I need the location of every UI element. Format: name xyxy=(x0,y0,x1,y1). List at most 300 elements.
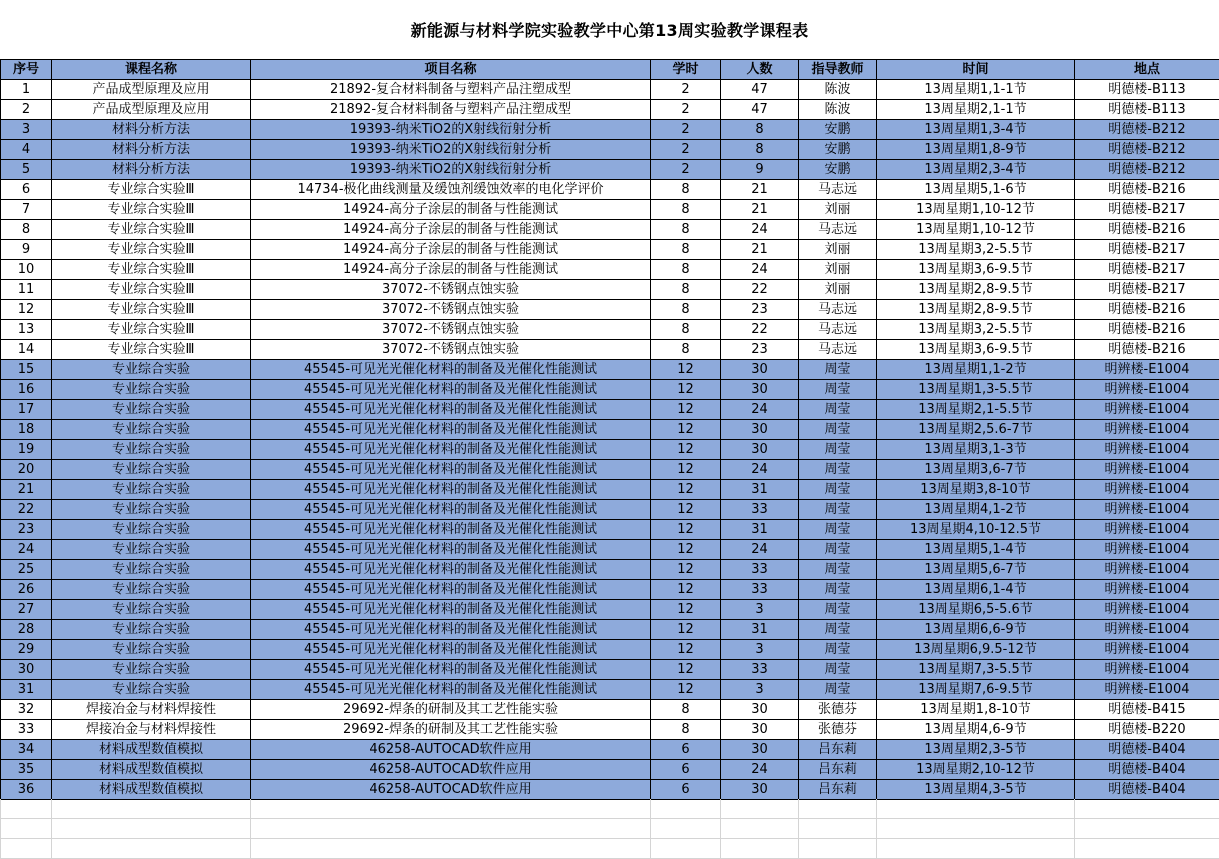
cell-teacher[interactable]: 马志远 xyxy=(799,300,877,320)
col-header-students[interactable]: 人数 xyxy=(721,60,799,80)
cell-no[interactable]: 4 xyxy=(1,140,52,160)
cell-time[interactable]: 13周星期2,8-9.5节 xyxy=(877,280,1075,300)
cell-students[interactable]: 30 xyxy=(721,420,799,440)
cell-course[interactable]: 专业综合实验Ⅲ xyxy=(52,260,251,280)
cell-students[interactable]: 33 xyxy=(721,580,799,600)
empty-cell[interactable] xyxy=(799,839,877,859)
cell-no[interactable]: 19 xyxy=(1,440,52,460)
cell-time[interactable]: 13周星期2,10-12节 xyxy=(877,760,1075,780)
cell-no[interactable]: 35 xyxy=(1,760,52,780)
cell-teacher[interactable]: 安鹏 xyxy=(799,140,877,160)
cell-hours[interactable]: 12 xyxy=(651,420,721,440)
cell-place[interactable]: 明辨楼-E1004 xyxy=(1075,380,1219,400)
cell-no[interactable]: 14 xyxy=(1,340,52,360)
cell-course[interactable]: 专业综合实验 xyxy=(52,420,251,440)
col-header-place[interactable]: 地点 xyxy=(1075,60,1219,80)
cell-teacher[interactable]: 周莹 xyxy=(799,460,877,480)
empty-cell[interactable] xyxy=(877,839,1075,859)
cell-teacher[interactable]: 刘丽 xyxy=(799,260,877,280)
cell-hours[interactable]: 8 xyxy=(651,220,721,240)
cell-time[interactable]: 13周星期7,3-5.5节 xyxy=(877,660,1075,680)
cell-hours[interactable]: 6 xyxy=(651,780,721,800)
cell-students[interactable]: 31 xyxy=(721,520,799,540)
cell-students[interactable]: 30 xyxy=(721,360,799,380)
cell-students[interactable]: 30 xyxy=(721,720,799,740)
cell-project[interactable]: 45545-可见光光催化材料的制备及光催化性能测试 xyxy=(251,600,651,620)
cell-time[interactable]: 13周星期1,3-4节 xyxy=(877,120,1075,140)
empty-cell[interactable] xyxy=(1,819,52,839)
cell-course[interactable]: 材料分析方法 xyxy=(52,140,251,160)
cell-students[interactable]: 22 xyxy=(721,320,799,340)
cell-no[interactable]: 22 xyxy=(1,500,52,520)
cell-hours[interactable]: 12 xyxy=(651,660,721,680)
cell-time[interactable]: 13周星期4,6-9节 xyxy=(877,720,1075,740)
cell-no[interactable]: 10 xyxy=(1,260,52,280)
cell-teacher[interactable]: 周莹 xyxy=(799,520,877,540)
cell-course[interactable]: 专业综合实验Ⅲ xyxy=(52,220,251,240)
cell-course[interactable]: 专业综合实验 xyxy=(52,480,251,500)
cell-hours[interactable]: 2 xyxy=(651,140,721,160)
cell-no[interactable]: 15 xyxy=(1,360,52,380)
cell-hours[interactable]: 12 xyxy=(651,600,721,620)
cell-time[interactable]: 13周星期2,5.6-7节 xyxy=(877,420,1075,440)
cell-students[interactable]: 33 xyxy=(721,660,799,680)
cell-teacher[interactable]: 周莹 xyxy=(799,660,877,680)
cell-teacher[interactable]: 周莹 xyxy=(799,380,877,400)
cell-no[interactable]: 31 xyxy=(1,680,52,700)
cell-time[interactable]: 13周星期3,6-9.5节 xyxy=(877,260,1075,280)
cell-students[interactable]: 8 xyxy=(721,120,799,140)
cell-course[interactable]: 材料成型数值模拟 xyxy=(52,740,251,760)
cell-teacher[interactable]: 陈波 xyxy=(799,100,877,120)
cell-teacher[interactable]: 刘丽 xyxy=(799,200,877,220)
cell-students[interactable]: 30 xyxy=(721,440,799,460)
cell-students[interactable]: 24 xyxy=(721,760,799,780)
cell-project[interactable]: 37072-不锈钢点蚀实验 xyxy=(251,340,651,360)
cell-time[interactable]: 13周星期5,1-6节 xyxy=(877,180,1075,200)
cell-course[interactable]: 专业综合实验 xyxy=(52,380,251,400)
cell-place[interactable]: 明德楼-B404 xyxy=(1075,740,1219,760)
cell-project[interactable]: 45545-可见光光催化材料的制备及光催化性能测试 xyxy=(251,560,651,580)
cell-hours[interactable]: 12 xyxy=(651,360,721,380)
cell-place[interactable]: 明德楼-B113 xyxy=(1075,80,1219,100)
cell-hours[interactable]: 8 xyxy=(651,700,721,720)
cell-hours[interactable]: 12 xyxy=(651,400,721,420)
cell-hours[interactable]: 8 xyxy=(651,200,721,220)
cell-course[interactable]: 专业综合实验 xyxy=(52,400,251,420)
cell-students[interactable]: 24 xyxy=(721,400,799,420)
col-header-course[interactable]: 课程名称 xyxy=(52,60,251,80)
cell-place[interactable]: 明德楼-B415 xyxy=(1075,700,1219,720)
cell-no[interactable]: 5 xyxy=(1,160,52,180)
cell-course[interactable]: 专业综合实验 xyxy=(52,540,251,560)
cell-place[interactable]: 明辨楼-E1004 xyxy=(1075,680,1219,700)
cell-students[interactable]: 21 xyxy=(721,200,799,220)
cell-time[interactable]: 13周星期6,9.5-12节 xyxy=(877,640,1075,660)
cell-project[interactable]: 45545-可见光光催化材料的制备及光催化性能测试 xyxy=(251,520,651,540)
cell-course[interactable]: 专业综合实验 xyxy=(52,560,251,580)
cell-teacher[interactable]: 张德芬 xyxy=(799,700,877,720)
cell-no[interactable]: 16 xyxy=(1,380,52,400)
cell-no[interactable]: 32 xyxy=(1,700,52,720)
cell-teacher[interactable]: 马志远 xyxy=(799,220,877,240)
cell-time[interactable]: 13周星期2,1-5.5节 xyxy=(877,400,1075,420)
cell-teacher[interactable]: 周莹 xyxy=(799,600,877,620)
col-header-teacher[interactable]: 指导教师 xyxy=(799,60,877,80)
cell-no[interactable]: 23 xyxy=(1,520,52,540)
cell-hours[interactable]: 2 xyxy=(651,100,721,120)
cell-students[interactable]: 21 xyxy=(721,180,799,200)
cell-project[interactable]: 14734-极化曲线测量及缓蚀剂缓蚀效率的电化学评价 xyxy=(251,180,651,200)
cell-students[interactable]: 31 xyxy=(721,480,799,500)
cell-teacher[interactable]: 周莹 xyxy=(799,680,877,700)
cell-course[interactable]: 材料分析方法 xyxy=(52,160,251,180)
empty-cell[interactable] xyxy=(721,799,799,819)
cell-no[interactable]: 9 xyxy=(1,240,52,260)
cell-project[interactable]: 29692-焊条的研制及其工艺性能实验 xyxy=(251,700,651,720)
cell-place[interactable]: 明辨楼-E1004 xyxy=(1075,460,1219,480)
cell-place[interactable]: 明德楼-B212 xyxy=(1075,120,1219,140)
cell-students[interactable]: 30 xyxy=(721,700,799,720)
cell-place[interactable]: 明德楼-B217 xyxy=(1075,240,1219,260)
cell-teacher[interactable]: 吕东莉 xyxy=(799,780,877,800)
cell-course[interactable]: 专业综合实验 xyxy=(52,520,251,540)
cell-course[interactable]: 专业综合实验 xyxy=(52,500,251,520)
empty-cell[interactable] xyxy=(721,819,799,839)
empty-cell[interactable] xyxy=(52,819,251,839)
cell-time[interactable]: 13周星期3,8-10节 xyxy=(877,480,1075,500)
cell-project[interactable]: 19393-纳米TiO2的X射线衍射分析 xyxy=(251,160,651,180)
cell-no[interactable]: 20 xyxy=(1,460,52,480)
cell-project[interactable]: 21892-复合材料制备与塑料产品注塑成型 xyxy=(251,80,651,100)
cell-place[interactable]: 明德楼-B216 xyxy=(1075,300,1219,320)
cell-hours[interactable]: 8 xyxy=(651,340,721,360)
empty-cell[interactable] xyxy=(721,839,799,859)
cell-time[interactable]: 13周星期3,1-3节 xyxy=(877,440,1075,460)
cell-project[interactable]: 14924-高分子涂层的制备与性能测试 xyxy=(251,220,651,240)
cell-teacher[interactable]: 周莹 xyxy=(799,500,877,520)
cell-course[interactable]: 专业综合实验Ⅲ xyxy=(52,280,251,300)
cell-time[interactable]: 13周星期2,3-4节 xyxy=(877,160,1075,180)
cell-no[interactable]: 25 xyxy=(1,560,52,580)
cell-hours[interactable]: 12 xyxy=(651,680,721,700)
cell-course[interactable]: 专业综合实验Ⅲ xyxy=(52,320,251,340)
cell-place[interactable]: 明德楼-B216 xyxy=(1075,220,1219,240)
cell-hours[interactable]: 8 xyxy=(651,300,721,320)
cell-no[interactable]: 36 xyxy=(1,780,52,800)
cell-project[interactable]: 45545-可见光光催化材料的制备及光催化性能测试 xyxy=(251,540,651,560)
cell-course[interactable]: 材料成型数值模拟 xyxy=(52,780,251,800)
cell-course[interactable]: 专业综合实验Ⅲ xyxy=(52,340,251,360)
cell-no[interactable]: 12 xyxy=(1,300,52,320)
cell-no[interactable]: 8 xyxy=(1,220,52,240)
cell-hours[interactable]: 6 xyxy=(651,740,721,760)
cell-place[interactable]: 明德楼-B216 xyxy=(1075,320,1219,340)
cell-project[interactable]: 14924-高分子涂层的制备与性能测试 xyxy=(251,260,651,280)
cell-teacher[interactable]: 马志远 xyxy=(799,180,877,200)
cell-project[interactable]: 19393-纳米TiO2的X射线衍射分析 xyxy=(251,140,651,160)
cell-place[interactable]: 明辨楼-E1004 xyxy=(1075,560,1219,580)
cell-students[interactable]: 3 xyxy=(721,600,799,620)
cell-time[interactable]: 13周星期1,1-1节 xyxy=(877,80,1075,100)
cell-place[interactable]: 明德楼-B216 xyxy=(1075,180,1219,200)
cell-project[interactable]: 46258-AUTOCAD软件应用 xyxy=(251,780,651,800)
cell-time[interactable]: 13周星期5,6-7节 xyxy=(877,560,1075,580)
cell-teacher[interactable]: 刘丽 xyxy=(799,240,877,260)
cell-place[interactable]: 明德楼-B404 xyxy=(1075,780,1219,800)
cell-students[interactable]: 24 xyxy=(721,260,799,280)
cell-time[interactable]: 13周星期1,1-2节 xyxy=(877,360,1075,380)
empty-cell[interactable] xyxy=(251,819,651,839)
cell-teacher[interactable]: 张德芬 xyxy=(799,720,877,740)
cell-time[interactable]: 13周星期4,10-12.5节 xyxy=(877,520,1075,540)
cell-students[interactable]: 24 xyxy=(721,460,799,480)
cell-course[interactable]: 专业综合实验Ⅲ xyxy=(52,240,251,260)
cell-time[interactable]: 13周星期6,1-4节 xyxy=(877,580,1075,600)
cell-place[interactable]: 明辨楼-E1004 xyxy=(1075,640,1219,660)
cell-teacher[interactable]: 周莹 xyxy=(799,620,877,640)
cell-project[interactable]: 45545-可见光光催化材料的制备及光催化性能测试 xyxy=(251,480,651,500)
cell-students[interactable]: 30 xyxy=(721,780,799,800)
cell-place[interactable]: 明辨楼-E1004 xyxy=(1075,440,1219,460)
cell-project[interactable]: 37072-不锈钢点蚀实验 xyxy=(251,320,651,340)
cell-students[interactable]: 33 xyxy=(721,560,799,580)
cell-hours[interactable]: 12 xyxy=(651,460,721,480)
cell-students[interactable]: 47 xyxy=(721,80,799,100)
cell-no[interactable]: 33 xyxy=(1,720,52,740)
cell-place[interactable]: 明辨楼-E1004 xyxy=(1075,360,1219,380)
cell-students[interactable]: 24 xyxy=(721,540,799,560)
col-header-no[interactable]: 序号 xyxy=(1,60,52,80)
cell-course[interactable]: 专业综合实验 xyxy=(52,440,251,460)
cell-project[interactable]: 37072-不锈钢点蚀实验 xyxy=(251,280,651,300)
cell-hours[interactable]: 8 xyxy=(651,280,721,300)
cell-hours[interactable]: 2 xyxy=(651,80,721,100)
cell-project[interactable]: 46258-AUTOCAD软件应用 xyxy=(251,740,651,760)
cell-place[interactable]: 明德楼-B212 xyxy=(1075,140,1219,160)
cell-teacher[interactable]: 周莹 xyxy=(799,480,877,500)
cell-place[interactable]: 明辨楼-E1004 xyxy=(1075,500,1219,520)
cell-project[interactable]: 45545-可见光光催化材料的制备及光催化性能测试 xyxy=(251,580,651,600)
cell-project[interactable]: 14924-高分子涂层的制备与性能测试 xyxy=(251,240,651,260)
cell-students[interactable]: 30 xyxy=(721,380,799,400)
cell-teacher[interactable]: 马志远 xyxy=(799,340,877,360)
cell-place[interactable]: 明德楼-B404 xyxy=(1075,760,1219,780)
cell-project[interactable]: 45545-可见光光催化材料的制备及光催化性能测试 xyxy=(251,640,651,660)
cell-place[interactable]: 明辨楼-E1004 xyxy=(1075,420,1219,440)
empty-cell[interactable] xyxy=(52,799,251,819)
cell-students[interactable]: 3 xyxy=(721,680,799,700)
cell-students[interactable]: 23 xyxy=(721,300,799,320)
empty-cell[interactable] xyxy=(1075,799,1219,819)
cell-teacher[interactable]: 安鹏 xyxy=(799,120,877,140)
cell-time[interactable]: 13周星期1,10-12节 xyxy=(877,220,1075,240)
cell-project[interactable]: 45545-可见光光催化材料的制备及光催化性能测试 xyxy=(251,500,651,520)
cell-students[interactable]: 24 xyxy=(721,220,799,240)
empty-cell[interactable] xyxy=(799,799,877,819)
cell-course[interactable]: 专业综合实验 xyxy=(52,360,251,380)
cell-course[interactable]: 专业综合实验 xyxy=(52,660,251,680)
cell-hours[interactable]: 2 xyxy=(651,120,721,140)
cell-place[interactable]: 明辨楼-E1004 xyxy=(1075,480,1219,500)
cell-project[interactable]: 21892-复合材料制备与塑料产品注塑成型 xyxy=(251,100,651,120)
col-header-hours[interactable]: 学时 xyxy=(651,60,721,80)
cell-course[interactable]: 产品成型原理及应用 xyxy=(52,80,251,100)
cell-place[interactable]: 明德楼-B220 xyxy=(1075,720,1219,740)
cell-time[interactable]: 13周星期3,6-9.5节 xyxy=(877,340,1075,360)
cell-course[interactable]: 专业综合实验Ⅲ xyxy=(52,200,251,220)
cell-place[interactable]: 明辨楼-E1004 xyxy=(1075,600,1219,620)
cell-teacher[interactable]: 周莹 xyxy=(799,440,877,460)
empty-cell[interactable] xyxy=(651,839,721,859)
empty-cell[interactable] xyxy=(799,819,877,839)
col-header-time[interactable]: 时间 xyxy=(877,60,1075,80)
empty-cell[interactable] xyxy=(1075,819,1219,839)
empty-cell[interactable] xyxy=(1,839,52,859)
cell-time[interactable]: 13周星期3,6-7节 xyxy=(877,460,1075,480)
cell-no[interactable]: 27 xyxy=(1,600,52,620)
cell-hours[interactable]: 8 xyxy=(651,320,721,340)
cell-teacher[interactable]: 周莹 xyxy=(799,360,877,380)
empty-cell[interactable] xyxy=(877,819,1075,839)
cell-course[interactable]: 材料成型数值模拟 xyxy=(52,760,251,780)
cell-project[interactable]: 45545-可见光光催化材料的制备及光催化性能测试 xyxy=(251,400,651,420)
cell-place[interactable]: 明德楼-B212 xyxy=(1075,160,1219,180)
cell-time[interactable]: 13周星期6,5-5.6节 xyxy=(877,600,1075,620)
cell-course[interactable]: 专业综合实验 xyxy=(52,680,251,700)
empty-cell[interactable] xyxy=(1075,839,1219,859)
cell-students[interactable]: 8 xyxy=(721,140,799,160)
cell-time[interactable]: 13周星期3,2-5.5节 xyxy=(877,320,1075,340)
cell-no[interactable]: 30 xyxy=(1,660,52,680)
cell-place[interactable]: 明德楼-B217 xyxy=(1075,200,1219,220)
cell-no[interactable]: 7 xyxy=(1,200,52,220)
cell-time[interactable]: 13周星期4,1-2节 xyxy=(877,500,1075,520)
cell-place[interactable]: 明德楼-B216 xyxy=(1075,340,1219,360)
cell-course[interactable]: 材料分析方法 xyxy=(52,120,251,140)
cell-project[interactable]: 45545-可见光光催化材料的制备及光催化性能测试 xyxy=(251,620,651,640)
cell-project[interactable]: 14924-高分子涂层的制备与性能测试 xyxy=(251,200,651,220)
cell-teacher[interactable]: 吕东莉 xyxy=(799,760,877,780)
cell-place[interactable]: 明德楼-B217 xyxy=(1075,280,1219,300)
cell-students[interactable]: 3 xyxy=(721,640,799,660)
cell-project[interactable]: 46258-AUTOCAD软件应用 xyxy=(251,760,651,780)
cell-teacher[interactable]: 周莹 xyxy=(799,540,877,560)
cell-time[interactable]: 13周星期2,1-1节 xyxy=(877,100,1075,120)
cell-time[interactable]: 13周星期1,3-5.5节 xyxy=(877,380,1075,400)
cell-project[interactable]: 29692-焊条的研制及其工艺性能实验 xyxy=(251,720,651,740)
cell-project[interactable]: 45545-可见光光催化材料的制备及光催化性能测试 xyxy=(251,360,651,380)
cell-no[interactable]: 6 xyxy=(1,180,52,200)
cell-time[interactable]: 13周星期6,6-9节 xyxy=(877,620,1075,640)
cell-hours[interactable]: 12 xyxy=(651,500,721,520)
cell-place[interactable]: 明辨楼-E1004 xyxy=(1075,520,1219,540)
cell-time[interactable]: 13周星期2,8-9.5节 xyxy=(877,300,1075,320)
cell-place[interactable]: 明德楼-B217 xyxy=(1075,260,1219,280)
cell-hours[interactable]: 12 xyxy=(651,380,721,400)
cell-hours[interactable]: 2 xyxy=(651,160,721,180)
cell-project[interactable]: 45545-可见光光催化材料的制备及光催化性能测试 xyxy=(251,460,651,480)
cell-hours[interactable]: 12 xyxy=(651,560,721,580)
cell-no[interactable]: 26 xyxy=(1,580,52,600)
empty-cell[interactable] xyxy=(877,799,1075,819)
cell-hours[interactable]: 8 xyxy=(651,240,721,260)
cell-students[interactable]: 9 xyxy=(721,160,799,180)
cell-students[interactable]: 31 xyxy=(721,620,799,640)
cell-course[interactable]: 焊接冶金与材料焊接性 xyxy=(52,720,251,740)
cell-teacher[interactable]: 吕东莉 xyxy=(799,740,877,760)
cell-project[interactable]: 19393-纳米TiO2的X射线衍射分析 xyxy=(251,120,651,140)
empty-cell[interactable] xyxy=(651,799,721,819)
cell-course[interactable]: 专业综合实验Ⅲ xyxy=(52,300,251,320)
empty-cell[interactable] xyxy=(1,799,52,819)
cell-project[interactable]: 45545-可见光光催化材料的制备及光催化性能测试 xyxy=(251,440,651,460)
cell-hours[interactable]: 12 xyxy=(651,440,721,460)
cell-course[interactable]: 焊接冶金与材料焊接性 xyxy=(52,700,251,720)
cell-no[interactable]: 34 xyxy=(1,740,52,760)
cell-place[interactable]: 明辨楼-E1004 xyxy=(1075,400,1219,420)
cell-time[interactable]: 13周星期5,1-4节 xyxy=(877,540,1075,560)
cell-no[interactable]: 18 xyxy=(1,420,52,440)
cell-project[interactable]: 45545-可见光光催化材料的制备及光催化性能测试 xyxy=(251,380,651,400)
cell-course[interactable]: 专业综合实验 xyxy=(52,620,251,640)
cell-no[interactable]: 1 xyxy=(1,80,52,100)
cell-project[interactable]: 45545-可见光光催化材料的制备及光催化性能测试 xyxy=(251,680,651,700)
cell-teacher[interactable]: 周莹 xyxy=(799,640,877,660)
cell-teacher[interactable]: 马志远 xyxy=(799,320,877,340)
cell-place[interactable]: 明辨楼-E1004 xyxy=(1075,620,1219,640)
cell-hours[interactable]: 6 xyxy=(651,760,721,780)
cell-teacher[interactable]: 陈波 xyxy=(799,80,877,100)
cell-no[interactable]: 29 xyxy=(1,640,52,660)
cell-no[interactable]: 2 xyxy=(1,100,52,120)
cell-hours[interactable]: 12 xyxy=(651,640,721,660)
cell-no[interactable]: 13 xyxy=(1,320,52,340)
cell-hours[interactable]: 12 xyxy=(651,580,721,600)
cell-time[interactable]: 13周星期3,2-5.5节 xyxy=(877,240,1075,260)
cell-time[interactable]: 13周星期4,3-5节 xyxy=(877,780,1075,800)
cell-hours[interactable]: 12 xyxy=(651,480,721,500)
cell-teacher[interactable]: 周莹 xyxy=(799,420,877,440)
cell-place[interactable]: 明德楼-B113 xyxy=(1075,100,1219,120)
cell-no[interactable]: 28 xyxy=(1,620,52,640)
cell-teacher[interactable]: 刘丽 xyxy=(799,280,877,300)
cell-time[interactable]: 13周星期1,10-12节 xyxy=(877,200,1075,220)
cell-place[interactable]: 明辨楼-E1004 xyxy=(1075,580,1219,600)
empty-cell[interactable] xyxy=(251,839,651,859)
cell-place[interactable]: 明辨楼-E1004 xyxy=(1075,660,1219,680)
cell-course[interactable]: 专业综合实验Ⅲ xyxy=(52,180,251,200)
cell-course[interactable]: 产品成型原理及应用 xyxy=(52,100,251,120)
cell-hours[interactable]: 8 xyxy=(651,260,721,280)
col-header-project[interactable]: 项目名称 xyxy=(251,60,651,80)
cell-teacher[interactable]: 周莹 xyxy=(799,580,877,600)
cell-students[interactable]: 30 xyxy=(721,740,799,760)
cell-place[interactable]: 明辨楼-E1004 xyxy=(1075,540,1219,560)
empty-cell[interactable] xyxy=(651,819,721,839)
cell-project[interactable]: 45545-可见光光催化材料的制备及光催化性能测试 xyxy=(251,420,651,440)
cell-course[interactable]: 专业综合实验 xyxy=(52,460,251,480)
cell-no[interactable]: 11 xyxy=(1,280,52,300)
cell-teacher[interactable]: 周莹 xyxy=(799,560,877,580)
cell-time[interactable]: 13周星期2,3-5节 xyxy=(877,740,1075,760)
cell-time[interactable]: 13周星期1,8-10节 xyxy=(877,700,1075,720)
cell-teacher[interactable]: 安鹏 xyxy=(799,160,877,180)
cell-course[interactable]: 专业综合实验 xyxy=(52,600,251,620)
cell-project[interactable]: 37072-不锈钢点蚀实验 xyxy=(251,300,651,320)
cell-hours[interactable]: 12 xyxy=(651,620,721,640)
empty-cell[interactable] xyxy=(52,839,251,859)
